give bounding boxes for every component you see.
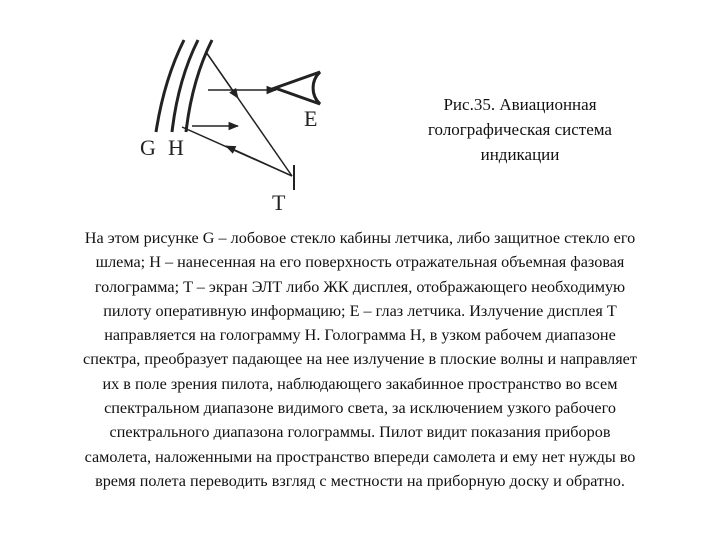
figure-caption [395,92,645,167]
caption-line: Рис.35. Авиационная [443,95,597,114]
paragraph-line: направляется на голограмму H. Голограмма H, в узком рабочем диапазоне [104,326,616,345]
caption-line: индикации [480,145,560,164]
paragraph-line: голограмма; T – экран ЭЛТ либо ЖК дисплея, отображающего необходимую [94,277,626,296]
paragraph-line: время полета переводить взгляд с местности на приборную доску и обратно. [95,471,625,490]
paragraph-line: пилоту оперативную информацию; E – глаз летчика. Излучение дисплея T [103,301,617,320]
hud-hologram-diagram [120,20,380,220]
label-t: T [272,190,286,215]
ray-upper-reflected-arrow [206,52,238,98]
paragraph-line: спектральном диапазоне видимого света, за исключением узкого рабочего [104,399,616,418]
paragraph-line: шлема; H – нанесенная на его поверхность отражательная объемная фазовая [95,253,625,272]
label-h: H [168,135,184,160]
paragraph-line: спектрального диапазона голограммы. Пилот видит показания приборов [109,423,611,442]
paragraph-line: спектра, преобразует падающее на нее излучение в плоские волны и направляет [83,350,637,369]
description-paragraph [8,226,712,493]
label-g: G [140,135,156,160]
eye-symbol [275,72,320,104]
paragraph-line: их в поле зрения пилота, наблюдающего закабинное пространство во всем [102,374,618,393]
paragraph-line: самолета, наложенными на пространство впереди самолета и ему нет нужды во [84,447,636,466]
label-e: E [304,106,318,131]
caption-line: голографическая система [428,120,612,139]
paragraph-line: На этом рисунке G – лобовое стекло кабины летчика, либо защитное стекло его [84,229,636,247]
